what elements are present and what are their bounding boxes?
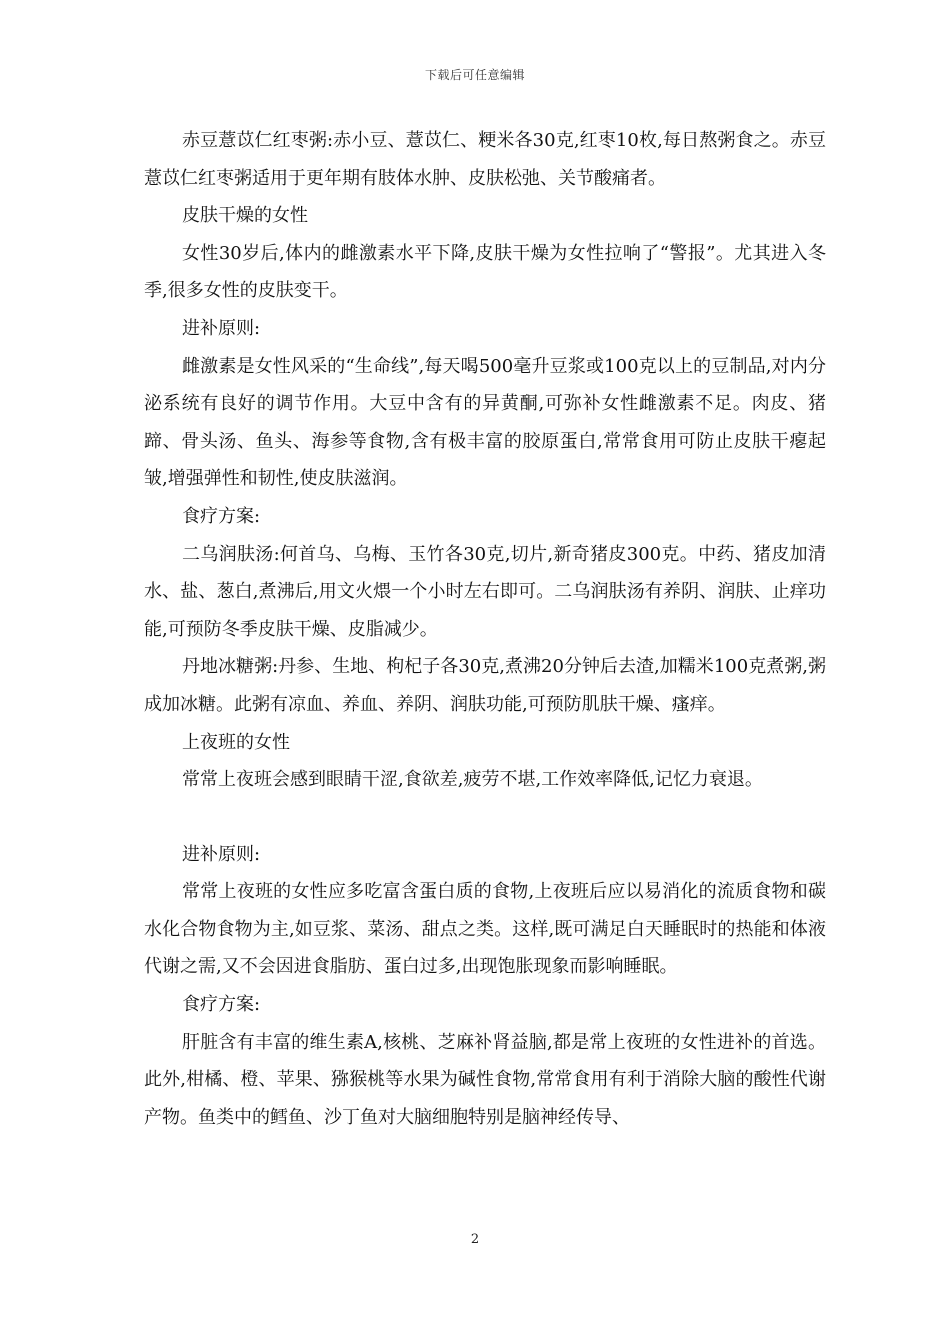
page-number: 2	[470, 1232, 480, 1247]
paragraph-dry-skin-intro: 女性30岁后,体内的雌激素水平下降,皮肤干燥为女性拉响了“警报”。尤其进入冬季,很多女性的皮肤变干。	[144, 242, 826, 302]
subheading-principle: 进补原则:	[182, 317, 261, 339]
paragraph-dandi-porridge: 丹地冰糖粥:丹参、生地、枸杞子各30克,煮沸20分钟后去渣,加糯米100克煮粥,粥成加冰糖。此粥有凉血、养血、养阴、润肤功能,可预防肌肤干燥、瘙痒。	[144, 656, 826, 715]
subheading-diet-plan: 食疗方案:	[182, 994, 261, 1016]
document-body	[144, 122, 826, 1136]
section-heading-night-shift: 上夜班的女性	[182, 731, 290, 753]
paragraph-estrogen: 雌激素是女性风采的“生命线”,每天喝500毫升豆浆或100克以上的豆制品,对内分泌系统有良好的调节作用。大豆中含有的异黄酮,可弥补女性雌激素不足。肉皮、猪蹄、骨头汤、鱼头、海参等食物,含有极丰富的胶原蛋白,常常食用可防止皮肤干瘪起皱,增强弹性和韧性,使皮肤滋润。	[144, 355, 826, 490]
subheading-diet-plan: 食疗方案:	[182, 505, 261, 527]
subheading-principle: 进补原则:	[182, 843, 261, 865]
section-heading-dry-skin: 皮肤干燥的女性	[182, 205, 308, 227]
paragraph-night-shift-protein: 常常上夜班的女性应多吃富含蛋白质的食物,上夜班后应以易消化的流质食物和碳水化合物食物为主,如豆浆、菜汤、甜点之类。这样,既可满足白天睡眠时的热能和体液代谢之需,又不会因进食脂肪、蛋白过多,出现饱胀现象而影响睡眠。	[144, 881, 826, 978]
paragraph-liver-vitamin: 肝脏含有丰富的维生素A,核桃、芝麻补肾益脑,都是常上夜班的女性进补的首选。此外,柑橘、橙、苹果、猕猴桃等水果为碱性食物,常常食用有利于消除大脑的酸性代谢产物。鱼类中的鳕鱼、沙丁鱼对大脑细胞特别是脑神经传导、	[144, 1031, 826, 1128]
paragraph-night-shift-intro: 常常上夜班会感到眼睛干涩,食欲差,疲劳不堪,工作效率降低,记忆力衰退。	[182, 769, 763, 791]
paragraph-red-bean-porridge: 赤豆薏苡仁红枣粥:赤小豆、薏苡仁、粳米各30克,红枣10枚,每日熬粥食之。赤豆薏苡仁红枣粥适用于更年期有肢体水肿、皮肤松弛、关节酸痛者。	[144, 130, 826, 189]
paragraph-erwu-soup: 二乌润肤汤:何首乌、乌梅、玉竹各30克,切片,新奇猪皮300克。中药、猪皮加清水、盐、葱白,煮沸后,用文火煨一个小时左右即可。二乌润肤汤有养阴、润肤、止痒功能,可预防冬季皮肤干燥、皮脂减少。	[144, 543, 826, 640]
page-header: 下载后可任意编辑	[424, 68, 525, 82]
